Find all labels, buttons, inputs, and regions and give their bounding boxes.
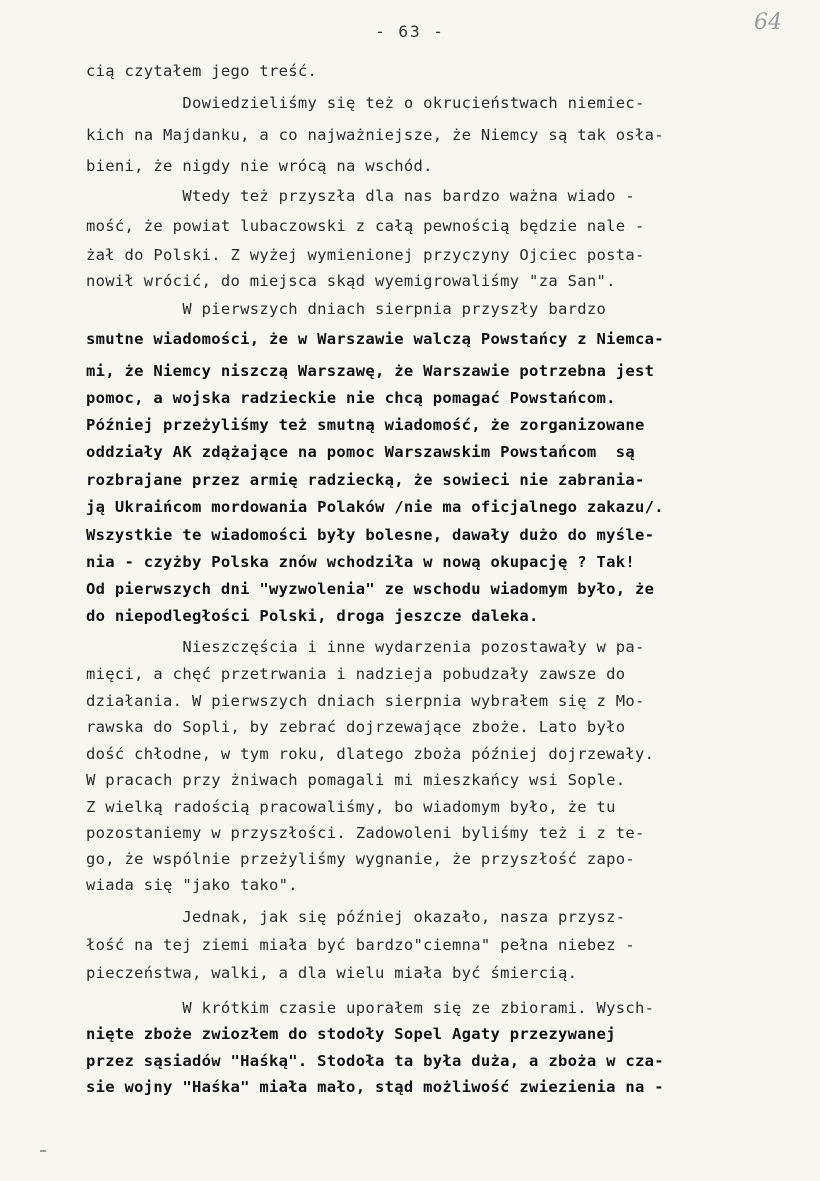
text-line: wiada się "jako tako". [86, 876, 298, 894]
text-line: cią czytałem jego treść. [86, 62, 318, 80]
handwritten-page-number: 64 [754, 10, 782, 35]
text-line: działania. W pierwszych dniach sierpnia wybrałem się z Mo- [86, 692, 645, 710]
text-line: nia - czyżby Polska znów wchodziła w nową okupację ? Tak! [86, 553, 636, 571]
text-line: Dowiedzieliśmy się też o okrucieństwach niemiec- [86, 94, 645, 112]
text-line: ją Ukraińcom mordowania Polaków /nie ma oficjalnego zakazu/. [86, 498, 664, 516]
text-line: Z wielką radością pracowaliśmy, bo wiadomym było, że tu [86, 798, 616, 816]
text-line: Nieszczęścia i inne wydarzenia pozostawały w pa- [86, 638, 645, 656]
text-line: Wtedy też przyszła dla nas bardzo ważna wiado - [86, 187, 636, 205]
text-line: oddziały AK zdążające na pomoc Warszawskim Powstańcom są [86, 443, 636, 461]
text-line: sie wojny "Haśka" miała mało, stąd możliwość zwiezienia na - [86, 1078, 664, 1096]
text-line: W pierwszych dniach sierpnia przyszły bardzo [86, 300, 607, 318]
text-line: dość chłodne, w tym roku, dlatego zboża później dojrzewały. [86, 745, 655, 763]
text-line: nowił wrócić, do miejsca skąd wyemigrowaliśmy "za San". [86, 272, 616, 290]
text-line: kich na Majdanku, a co najważniejsze, że Niemcy są tak osła- [86, 126, 664, 144]
text-line: Od pierwszych dni "wyzwolenia" ze wschodu wiadomym było, że [86, 580, 655, 598]
text-line: łość na tej ziemi miała być bardzo"ciemna" pełna niebez - [86, 936, 636, 954]
text-line: bieni, że nigdy nie wrócą na wschód. [86, 157, 433, 175]
text-line: go, że wspólnie przeżyliśmy wygnanie, że przyszłość zapo- [86, 850, 636, 868]
text-line: mięci, a chęć przetrwania i nadzieja pobudzały zawsze do [86, 665, 626, 683]
text-line: Jednak, jak się później okazało, nasza przysz- [86, 908, 626, 926]
page-number: - 63 - [375, 22, 445, 41]
margin-mark [40, 1150, 46, 1152]
text-line: rawska do Sopli, by zebrać dojrzewające zboże. Lato było [86, 718, 626, 736]
text-line: mi, że Niemcy niszczą Warszawę, że Warszawie potrzebna jest [86, 362, 655, 380]
text-line: rozbrajane przez armię radziecką, że sowieci nie zabrania- [86, 471, 645, 489]
text-line: mość, że powiat lubaczowski z całą pewnością będzie nale - [86, 217, 645, 235]
text-line: Później przeżyliśmy też smutną wiadomość, że zorganizowane [86, 416, 645, 434]
text-line: pomoc, a wojska radzieckie nie chcą pomagać Powstańcom. [86, 389, 616, 407]
text-line: Wszystkie te wiadomości były bolesne, dawały dużo do myśle- [86, 526, 655, 544]
text-line: pozostaniemy w przyszłości. Zadowoleni byliśmy też i z te- [86, 824, 645, 842]
text-line: do niepodległości Polski, droga jeszcze daleka. [86, 607, 539, 625]
text-line: pieczeństwa, walki, a dla wielu miała być śmiercią. [86, 964, 578, 982]
text-line: smutne wiadomości, że w Warszawie walczą Powstańcy z Niemca- [86, 330, 664, 348]
text-line: przez sąsiadów "Haśką". Stodoła ta była duża, a zboża w cza- [86, 1052, 664, 1070]
text-line: nięte zboże zwiozłem do stodoły Sopel Agaty przezywanej [86, 1025, 616, 1043]
text-line: żał do Polski. Z wyżej wymienionej przyczyny Ojciec posta- [86, 246, 645, 264]
text-line: W krótkim czasie uporałem się ze zbiorami. Wysch- [86, 999, 655, 1017]
text-line: W pracach przy żniwach pomagali mi mieszkańcy wsi Sople. [86, 771, 626, 789]
